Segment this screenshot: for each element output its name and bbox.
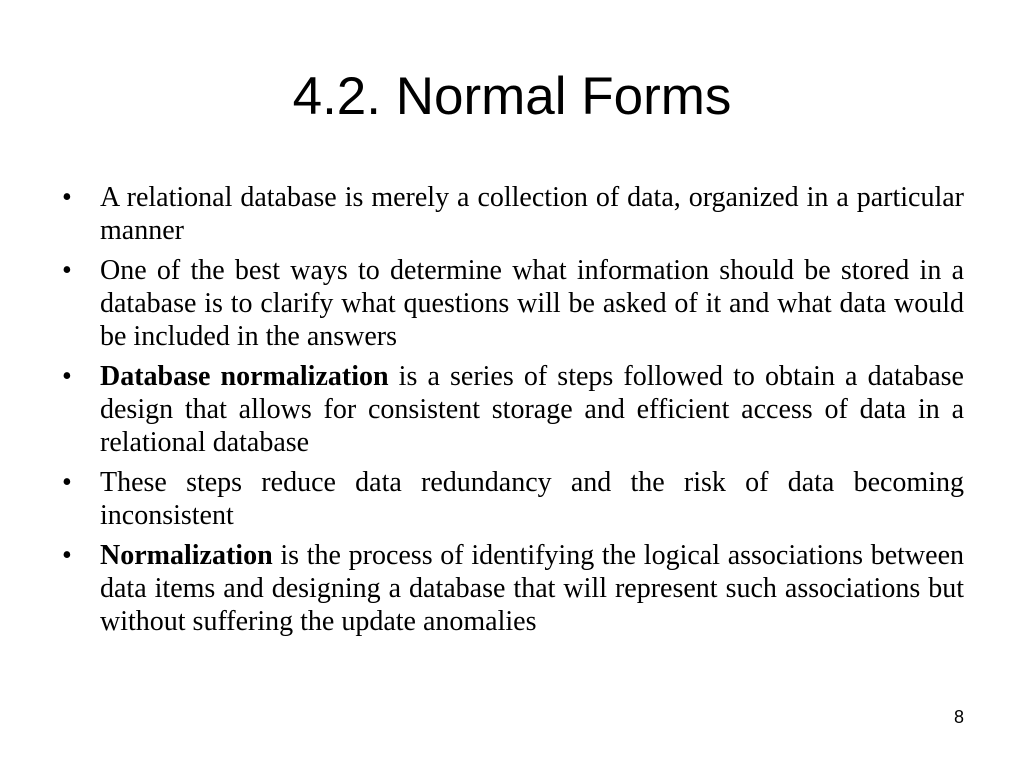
bullet-item [62, 254, 964, 353]
bullet-point-icon: • [62, 467, 72, 498]
bullet-item [62, 466, 964, 532]
bullet-item [62, 539, 964, 638]
page-number: 8 [953, 707, 964, 727]
slide-title: 4.2. Normal Forms [292, 67, 732, 126]
bullet-bold-term: Database normalization [100, 361, 389, 392]
bullet-text: One of the best ways to determine what information should be stored in a database is to clarify what questions will be asked of it and what data would be included in the answers [100, 255, 964, 352]
bullet-point-icon: • [62, 182, 72, 213]
bullet-text: These steps reduce data redundancy and the risk of data becoming inconsistent [100, 467, 964, 531]
bullet-point-icon: • [62, 361, 72, 392]
bullet-text: is a series of steps followed to obtain a database design that allows for consistent storage and efficient access of data in a relational database [100, 361, 964, 458]
bullet-text: is the process of identifying the logical associations between data items and designing a database that will represent such associations but without suffering the update anomalies [100, 540, 964, 637]
bullet-point-icon: • [62, 255, 72, 286]
bullet-text: A relational database is merely a collection of data, organized in a particular manner [100, 182, 964, 246]
bullet-item [62, 181, 964, 247]
bullet-point-icon: • [62, 540, 72, 571]
bullet-list [62, 181, 964, 645]
bullet-item [62, 360, 964, 459]
bullet-bold-term: Normalization [100, 540, 273, 571]
